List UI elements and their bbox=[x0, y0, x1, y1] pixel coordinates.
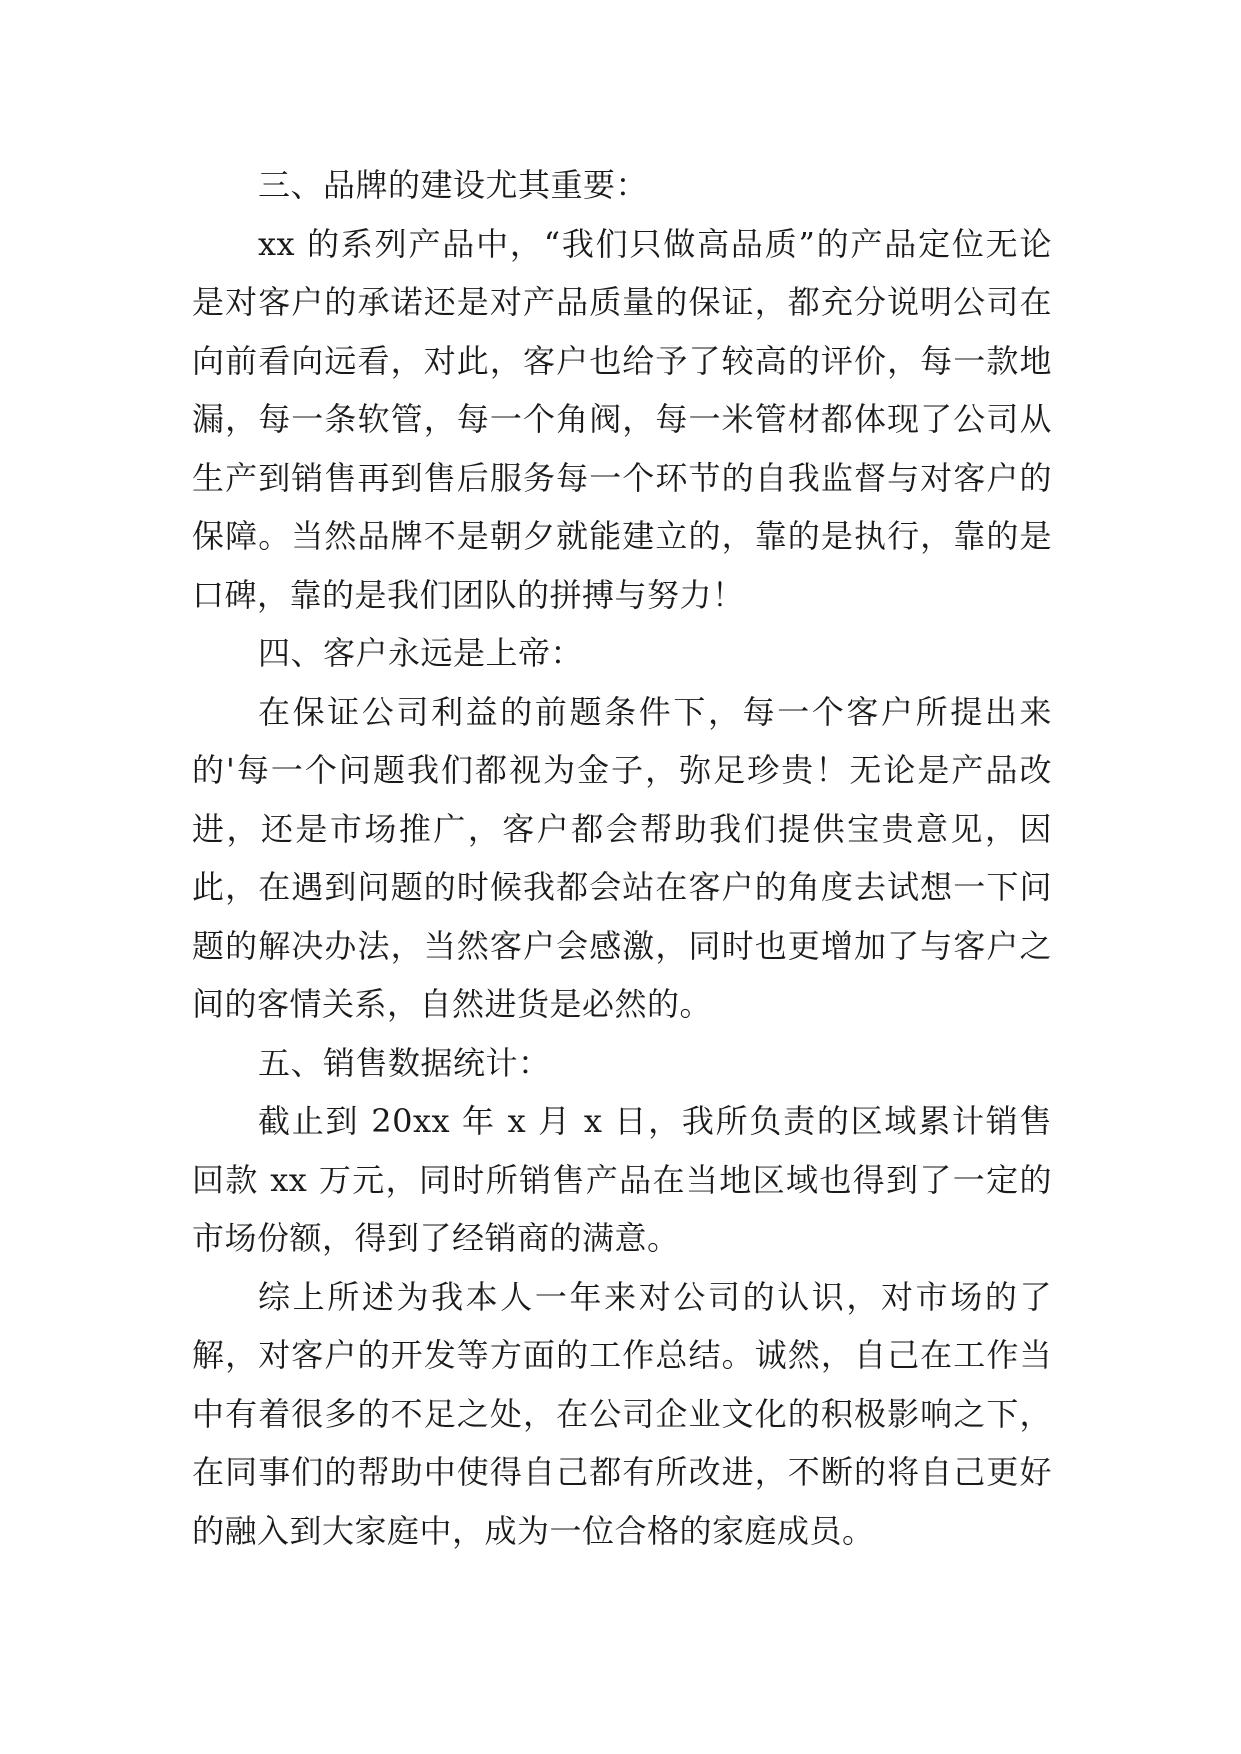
paragraph-brand: xx 的系列产品中，“我们只做高品质”的产品定位无论是对客户的承诺还是对产品质量的保证，都充分说明公司在向前看向远看，对此，客户也给予了较高的评价，每一款地漏，每一条软管，每一个角阀，每一米管材都体现了公司从生产到销售再到售后服务每一个环节的自我监督与对客户的保障。当然品牌不是朝夕就能建立的，靠的是执行，靠的是口碑，靠的是我们团队的拼搏与努力！ bbox=[192, 224, 1052, 614]
paragraph-customer: 在保证公司利益的前题条件下，每一个客户所提出来的'每一个问题我们都视为金子，弥足珍贵！无论是产品改进，还是市场推广，客户都会帮助我们提供宝贵意见，因此，在遇到问题的时候我都会站在客户的角度去试想一下问题的解决办法，当然客户会感激，同时也更增加了与客户之间的客情关系，自然进货是必然的。 bbox=[192, 692, 1052, 1023]
section-heading-sales-data: 五、销售数据统计： bbox=[258, 1043, 551, 1082]
document-body bbox=[192, 156, 1052, 1560]
paragraph-sales-data: 截止到 20xx 年 x 月 x 日，我所负责的区域累计销售回款 xx 万元，同时所销售产品在当地区域也得到了一定的市场份额，得到了经销商的满意。 bbox=[192, 1102, 1052, 1257]
paragraph-summary: 综上所述为我本人一年来对公司的认识，对市场的了解，对客户的开发等方面的工作总结。诚然，自己在工作当中有着很多的不足之处，在公司企业文化的积极影响之下，在同事们的帮助中使得自己都有所改进，不断的将自己更好的融入到大家庭中，成为一位合格的家庭成员。 bbox=[192, 1277, 1052, 1550]
section-heading-customer: 四、客户永远是上帝： bbox=[258, 634, 584, 672]
section-heading-brand: 三、品牌的建设尤其重要： bbox=[258, 166, 649, 204]
